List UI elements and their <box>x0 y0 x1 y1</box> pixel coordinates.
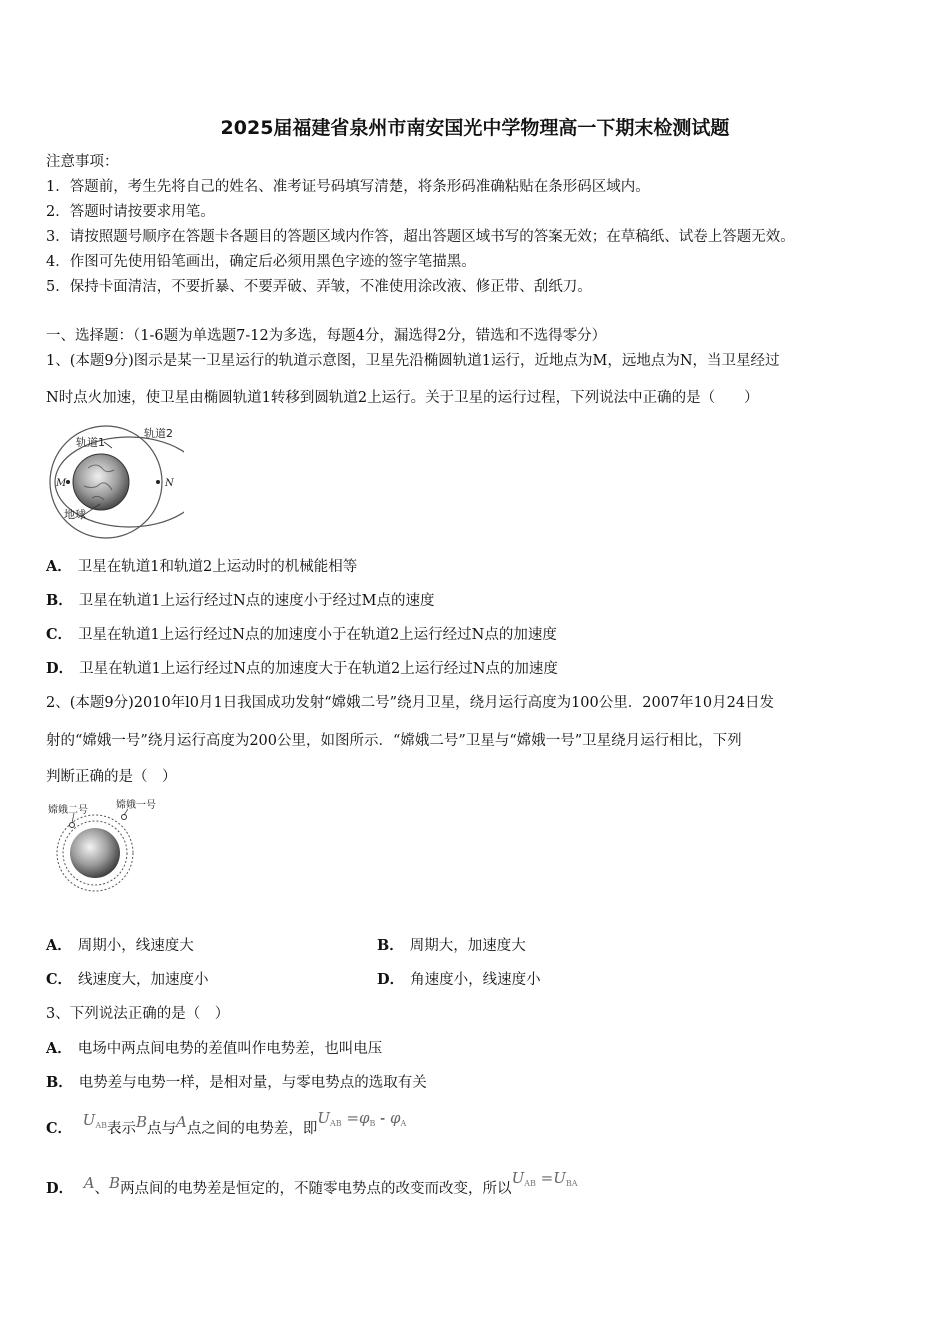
chang-e-1-dot <box>122 815 127 820</box>
q2-option-c[interactable] <box>46 970 209 990</box>
q3-option-a[interactable] <box>46 1039 382 1059</box>
q1-option-a-label: A． <box>46 558 72 575</box>
q2-option-a[interactable] <box>46 936 194 956</box>
q3-d-a-symbol: A <box>83 1174 95 1192</box>
lunar-orbit-diagram <box>44 799 164 897</box>
q2-option-d-text: 角速度小，线速度小 <box>410 972 541 988</box>
q2-option-d[interactable] <box>377 970 541 990</box>
q3-option-a-label: A． <box>46 1040 72 1057</box>
orbit-diagram <box>44 424 184 542</box>
q3-option-b[interactable] <box>46 1073 427 1093</box>
notice-item-4: 4．作图可先使用铅笔画出，确定后必须用黑色字迹的签字笔描黑。 <box>46 254 476 270</box>
section-heading: 一、选择题：（1-6题为单选题7-12为多选，每题4分，漏选得2分，错选和不选得零分） <box>46 328 607 344</box>
chang-e-1-label: 嫦娥一号 <box>116 800 156 811</box>
orbit2-label: 轨道2 <box>144 427 173 440</box>
q1-option-d[interactable] <box>46 659 558 679</box>
q2-option-a-text: 周期小，线速度大 <box>77 938 194 954</box>
q3-d-text: 两点间的电势差是恒定的，不随零电势点的改变而改变，所以 <box>120 1181 512 1197</box>
q3-stem: 3、下列说法正确的是（ ） <box>46 1006 230 1022</box>
notice-heading: 注意事项： <box>46 154 119 170</box>
q3-option-b-text: 电势差与电势一样，是相对量，与零电势点的选取有关 <box>78 1075 427 1091</box>
q3-c-u-symbol: $U_{AB}$ <box>82 1111 107 1130</box>
q3-option-c[interactable] <box>46 1109 407 1144</box>
q1-stem-line2: N时点火加速，使卫星由椭圆轨道1转移到圆轨道2上运行。关于卫星的运行过程，下列说法中正确的是（ ） <box>46 390 759 406</box>
q1-option-c-text: 卫星在轨道1上运行经过N点的加速度小于在轨道2上运行经过N点的加速度 <box>78 627 557 643</box>
q2-option-d-label: D． <box>377 971 405 988</box>
q1-option-d-text: 卫星在轨道1上运行经过N点的加速度大于在轨道2上运行经过N点的加速度 <box>79 661 558 677</box>
q1-option-c-label: C． <box>46 626 73 643</box>
q3-d-b-symbol: B <box>109 1174 121 1192</box>
q2-option-b[interactable] <box>377 936 526 956</box>
q3-option-b-label: B． <box>46 1074 73 1091</box>
q1-option-a-text: 卫星在轨道1和轨道2上运动时的机械能相等 <box>77 559 358 575</box>
q3-c-a-symbol: A <box>176 1113 187 1131</box>
q1-option-b-text: 卫星在轨道1上运行经过N点的速度小于经过M点的速度 <box>78 593 435 609</box>
point-n-dot <box>156 480 160 484</box>
q3-c-text-2: 点与 <box>147 1121 176 1137</box>
q3-c-b-symbol: B <box>135 1113 147 1131</box>
chang-e-2-dot <box>70 823 75 828</box>
point-m-label: M <box>56 478 67 489</box>
q3-option-d-label: D． <box>46 1180 74 1197</box>
q2-stem-line2: 射的“嫦娥一号”绕月运行高度为200公里，如图所示．“嫦娥二号”卫星与“嫦娥一号”卫星绕月运行相比，下列 <box>46 733 742 749</box>
point-n-label: N <box>165 478 174 489</box>
q3-c-text-1: 表示 <box>106 1121 136 1137</box>
orbit1-label: 轨道1 <box>76 436 105 449</box>
notice-item-2: 2．答题时请按要求用笔。 <box>46 204 215 220</box>
q1-option-d-label: D． <box>46 660 74 677</box>
q3-d-equation: $U_{AB} =U_{BA}$ <box>511 1169 578 1188</box>
q3-c-equation: $U_{AB} =\varphi_B - \varphi_A$ <box>317 1109 407 1128</box>
point-m-dot <box>66 480 70 484</box>
q3-option-c-label: C． <box>46 1120 73 1137</box>
q2-option-b-label: B． <box>377 937 404 954</box>
q2-stem-line1: 2、(本题9分)2010年l0月1日我国成功发射“嫦娥二号”绕月卫星，绕月运行高度为100公里．2007年10月24日发 <box>46 695 775 711</box>
chang-e-2-label: 嫦娥二号 <box>48 805 88 816</box>
q1-option-b-label: B． <box>46 592 73 609</box>
moon-sphere <box>70 828 120 878</box>
q1-option-b[interactable] <box>46 591 435 611</box>
q2-option-c-label: C． <box>46 971 73 988</box>
q1-stem-line1: 1、(本题9分)图示是某一卫星运行的轨道示意图，卫星先沿椭圆轨道1运行，近地点为M，远地点为N，当卫星经过 <box>46 353 780 369</box>
q1-option-c[interactable] <box>46 625 557 645</box>
q3-d-sep: 、 <box>94 1181 110 1197</box>
q1-option-a[interactable] <box>46 557 357 577</box>
q3-option-a-text: 电场中两点间电势的差值叫作电势差，也叫电压 <box>77 1041 383 1057</box>
earth-label: 地球 <box>64 508 86 521</box>
earth-globe <box>73 454 129 510</box>
page-title: 2025届福建省泉州市南安国光中学物理高一下期末检测试题 <box>220 117 730 139</box>
q3-option-d[interactable] <box>46 1169 578 1204</box>
q2-option-c-text: 线速度大，加速度小 <box>78 972 209 988</box>
q2-option-b-text: 周期大，加速度大 <box>409 938 526 954</box>
notice-item-5: 5．保持卡面清洁，不要折暴、不要弄破、弄皱，不准使用涂改液、修正带、刮纸刀。 <box>46 279 592 295</box>
notice-item-1: 1．答题前，考生先将自己的姓名、准考证号码填写清楚，将条形码准确粘贴在条形码区域内。 <box>46 179 650 195</box>
q2-option-a-label: A． <box>46 937 72 954</box>
notice-item-3: 3．请按照题号顺序在答题卡各题目的答题区域内作答，超出答题区域书写的答案无效；在草稿纸、试卷上答题无效。 <box>46 229 795 245</box>
q3-c-text-3: 点之间的电势差，即 <box>186 1121 318 1137</box>
q2-stem-line3: 判断正确的是（ ） <box>46 769 177 785</box>
